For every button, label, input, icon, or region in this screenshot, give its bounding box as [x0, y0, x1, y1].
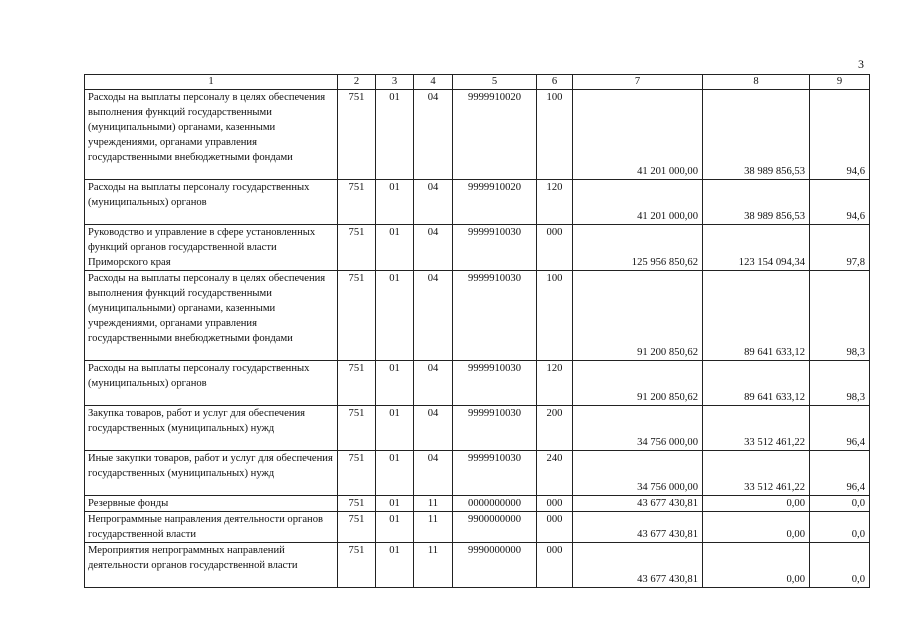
expense-type-cell: 000 [537, 543, 573, 588]
grbs-code-cell: 751 [338, 271, 376, 361]
planned-amount-cell: 34 756 000,00 [573, 451, 703, 496]
percent-cell: 94,6 [810, 180, 870, 225]
section-code-cell: 01 [376, 271, 414, 361]
subsection-code-cell: 11 [414, 543, 453, 588]
planned-amount-cell: 125 956 850,62 [573, 225, 703, 271]
row-name-cell: Расходы на выплаты персоналу в целях обеспечения выполнения функций государственными (муниципальными) органами, казенными учреждениями, органами управления государственными внебюджетными фондами [85, 90, 338, 180]
table-row [85, 496, 870, 512]
grbs-code-cell: 751 [338, 406, 376, 451]
grbs-code-cell: 751 [338, 496, 376, 512]
section-code-cell: 01 [376, 361, 414, 406]
row-name-cell: Руководство и управление в сфере установленных функций органов государственной власти Приморского края [85, 225, 338, 271]
percent-cell: 96,4 [810, 406, 870, 451]
grbs-code-cell: 751 [338, 225, 376, 271]
grbs-code-cell: 751 [338, 512, 376, 543]
expense-type-cell: 240 [537, 451, 573, 496]
row-name-cell: Закупка товаров, работ и услуг для обеспечения государственных (муниципальных) нужд [85, 406, 338, 451]
percent-cell: 97,8 [810, 225, 870, 271]
row-name-cell: Резервные фонды [85, 496, 338, 512]
planned-amount-cell: 43 677 430,81 [573, 543, 703, 588]
section-code-cell: 01 [376, 496, 414, 512]
grbs-code-cell: 751 [338, 90, 376, 180]
target-article-cell: 9999910030 [453, 271, 537, 361]
actual-amount-cell: 89 641 633,12 [703, 271, 810, 361]
table-row [85, 451, 870, 496]
actual-amount-cell: 33 512 461,22 [703, 451, 810, 496]
actual-amount-cell: 33 512 461,22 [703, 406, 810, 451]
row-name-cell: Непрограммные направления деятельности органов государственной власти [85, 512, 338, 543]
table-row [85, 225, 870, 271]
planned-amount-cell: 41 201 000,00 [573, 90, 703, 180]
expense-type-cell: 000 [537, 496, 573, 512]
table-row [85, 90, 870, 180]
expense-type-cell: 000 [537, 512, 573, 543]
table-row [85, 271, 870, 361]
actual-amount-cell: 89 641 633,12 [703, 361, 810, 406]
subsection-code-cell: 04 [414, 90, 453, 180]
target-article-cell: 9990000000 [453, 543, 537, 588]
grbs-code-cell: 751 [338, 451, 376, 496]
header-cell: 3 [376, 75, 414, 90]
target-article-cell: 9999910030 [453, 451, 537, 496]
row-name-cell: Расходы на выплаты персоналу государственных (муниципальных) органов [85, 361, 338, 406]
table-row [85, 512, 870, 543]
percent-cell: 0,0 [810, 512, 870, 543]
section-code-cell: 01 [376, 512, 414, 543]
percent-cell: 98,3 [810, 361, 870, 406]
expense-type-cell: 120 [537, 180, 573, 225]
target-article-cell: 9999910030 [453, 361, 537, 406]
actual-amount-cell: 0,00 [703, 512, 810, 543]
target-article-cell: 9999910020 [453, 90, 537, 180]
row-name-cell: Иные закупки товаров, работ и услуг для обеспечения государственных (муниципальных) нужд [85, 451, 338, 496]
actual-amount-cell: 123 154 094,34 [703, 225, 810, 271]
table-row [85, 406, 870, 451]
section-code-cell: 01 [376, 406, 414, 451]
actual-amount-cell: 0,00 [703, 496, 810, 512]
header-cell: 8 [703, 75, 810, 90]
section-code-cell: 01 [376, 543, 414, 588]
header-row [85, 75, 870, 90]
subsection-code-cell: 04 [414, 271, 453, 361]
grbs-code-cell: 751 [338, 180, 376, 225]
subsection-code-cell: 04 [414, 361, 453, 406]
subsection-code-cell: 04 [414, 180, 453, 225]
section-code-cell: 01 [376, 180, 414, 225]
planned-amount-cell: 43 677 430,81 [573, 496, 703, 512]
percent-cell: 98,3 [810, 271, 870, 361]
planned-amount-cell: 41 201 000,00 [573, 180, 703, 225]
section-code-cell: 01 [376, 90, 414, 180]
row-name-cell: Расходы на выплаты персоналу государственных (муниципальных) органов [85, 180, 338, 225]
section-code-cell: 01 [376, 225, 414, 271]
expense-type-cell: 100 [537, 90, 573, 180]
subsection-code-cell: 04 [414, 225, 453, 271]
target-article-cell: 0000000000 [453, 496, 537, 512]
header-cell: 1 [85, 75, 338, 90]
header-cell: 5 [453, 75, 537, 90]
row-name-cell: Расходы на выплаты персоналу в целях обеспечения выполнения функций государственными (муниципальными) органами, казенными учреждениями, органами управления государственными внебюджетными фондами [85, 271, 338, 361]
percent-cell: 96,4 [810, 451, 870, 496]
header-cell: 7 [573, 75, 703, 90]
target-article-cell: 9999910020 [453, 180, 537, 225]
section-code-cell: 01 [376, 451, 414, 496]
actual-amount-cell: 38 989 856,53 [703, 90, 810, 180]
expense-type-cell: 000 [537, 225, 573, 271]
subsection-code-cell: 04 [414, 451, 453, 496]
header-cell: 4 [414, 75, 453, 90]
target-article-cell: 9900000000 [453, 512, 537, 543]
header-cell: 9 [810, 75, 870, 90]
percent-cell: 0,0 [810, 496, 870, 512]
planned-amount-cell: 91 200 850,62 [573, 361, 703, 406]
header-cell: 6 [537, 75, 573, 90]
row-name-cell: Мероприятия непрограммных направлений деятельности органов государственной власти [85, 543, 338, 588]
header-cell: 2 [338, 75, 376, 90]
planned-amount-cell: 91 200 850,62 [573, 271, 703, 361]
expense-type-cell: 120 [537, 361, 573, 406]
subsection-code-cell: 11 [414, 496, 453, 512]
subsection-code-cell: 04 [414, 406, 453, 451]
percent-cell: 94,6 [810, 90, 870, 180]
percent-cell: 0,0 [810, 543, 870, 588]
actual-amount-cell: 0,00 [703, 543, 810, 588]
subsection-code-cell: 11 [414, 512, 453, 543]
table-row [85, 180, 870, 225]
table-row [85, 361, 870, 406]
grbs-code-cell: 751 [338, 543, 376, 588]
target-article-cell: 9999910030 [453, 225, 537, 271]
grbs-code-cell: 751 [338, 361, 376, 406]
table-row [85, 543, 870, 588]
planned-amount-cell: 34 756 000,00 [573, 406, 703, 451]
expense-type-cell: 200 [537, 406, 573, 451]
page-number: 3 [858, 57, 864, 71]
target-article-cell: 9999910030 [453, 406, 537, 451]
actual-amount-cell: 38 989 856,53 [703, 180, 810, 225]
expense-type-cell: 100 [537, 271, 573, 361]
budget-table [84, 74, 870, 588]
planned-amount-cell: 43 677 430,81 [573, 512, 703, 543]
